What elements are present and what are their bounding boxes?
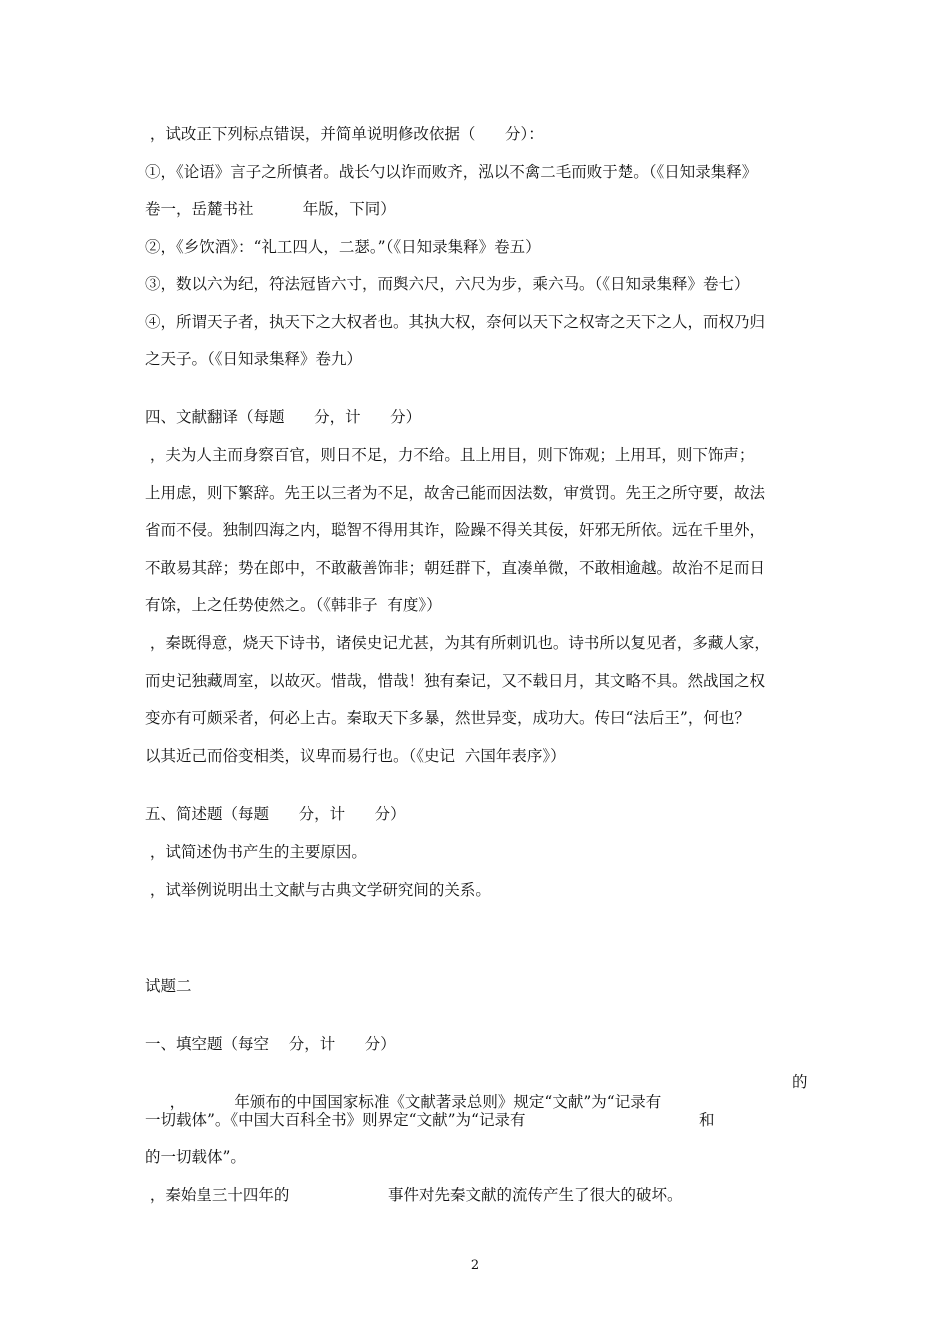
punctuation-item-3: ③，数以六为纪，符法冠皆六寸，而舆六尺，六尺为步，乘六马。（《日知录集释》卷七） (145, 275, 750, 293)
short-answer-question-1: ，试简述伪书产生的主要原因。 (145, 843, 367, 861)
section-5-heading: 五、简述题（每题 分，计 分） (145, 805, 406, 823)
translation-2-line: 而史记独藏周室，以故灭。惜哉，惜哉！独有秦记，又不载日月，其文略不具。然战国之权 (145, 672, 766, 690)
fill-blank-question-2: ，秦始皇三十四年的 事件对先秦文献的流传产生了很大的破坏。 (145, 1186, 683, 1204)
fill-blank-question-1-line-3: 的一切载体”。 (145, 1148, 246, 1166)
translation-1-line: 不敢易其辞；势在郎中，不敢蔽善饰非；朝廷群下，直凑单微，不敢相逾越。故治不足而日 (145, 559, 766, 577)
translation-2-line: 变亦有可颇采者，何必上古。秦取天下多暴，然世异变，成功大。传曰“法后王”，何也？ (145, 709, 750, 727)
page-number: 2 (470, 1258, 480, 1273)
punctuation-item-4-line-1: ④，所谓天子者，执天下之大权者也。其执大权，奈何以天下之权寄之天下之人，而权乃归 (145, 313, 766, 331)
short-answer-question-2: ，试举例说明出土文献与古典文学研究间的关系。 (145, 881, 491, 899)
punctuation-item-4-line-2: 之天子。（《日知录集释》卷九） (145, 350, 363, 368)
text-run: ①，《论语》言子之所慎者。战长勺以诈而败齐，泓以不禽二毛而败于楚。（《日知录集释》 (145, 163, 758, 181)
text-run: 的 (792, 1073, 808, 1091)
translation-1-line: ，夫为人主而身察百官，则日不足，力不给。且上用目，则下饰观；上用耳，则下饰声； (145, 446, 755, 464)
punctuation-item-2: ②，《乡饮酒》：“礼工四人，二瑟。”（《日知录集释》卷五） (145, 238, 541, 256)
section-4-heading: 四、文献翻译（每题 分，计 分） (145, 408, 422, 426)
translation-1-line: 有馀，上之任势使然之。（《韩非子 有度》） (145, 596, 442, 614)
translation-1-line: 上用虑，则下繁辞。先王以三者为不足，故舍己能而因法数，审赏罚。先王之所守要，故法 (145, 484, 766, 502)
punctuation-item-1-line-2: 卷一，岳麓书社 年版，下同） (145, 200, 396, 218)
fill-blank-question-1-line-2: 一切载体”。《中国大百科全书》则界定“文献”为“记录有 (145, 1111, 526, 1129)
translation-1-line: 省而不侵。独制四海之内，聪智不得用其诈，险躁不得关其佞，奸邪无所依。远在千里外， (145, 521, 766, 539)
exam-2-title: 试题二 (145, 977, 192, 995)
punctuation-item-1-line-1 (145, 162, 808, 182)
text-run: ， 年颁布的中国国家标准《文献著录总则》规定“文献”为“记录有 (164, 1093, 662, 1111)
fill-blank-heading: 一、填空题（每空 分，计 分） (145, 1035, 396, 1053)
text-run: 和 (699, 1111, 715, 1129)
punctuation-question-intro: ，试改正下列标点错误，并简单说明修改依据（ 分）： (145, 125, 544, 143)
translation-2-line: ，秦既得意，烧天下诗书，诸侯史记尤甚，为其有所刺讥也。诗书所以复见者，多藏人家， (145, 634, 770, 652)
translation-2-line: 以其近己而俗变相类，议卑而易行也。（《史记 六国年表序》） (145, 747, 566, 765)
